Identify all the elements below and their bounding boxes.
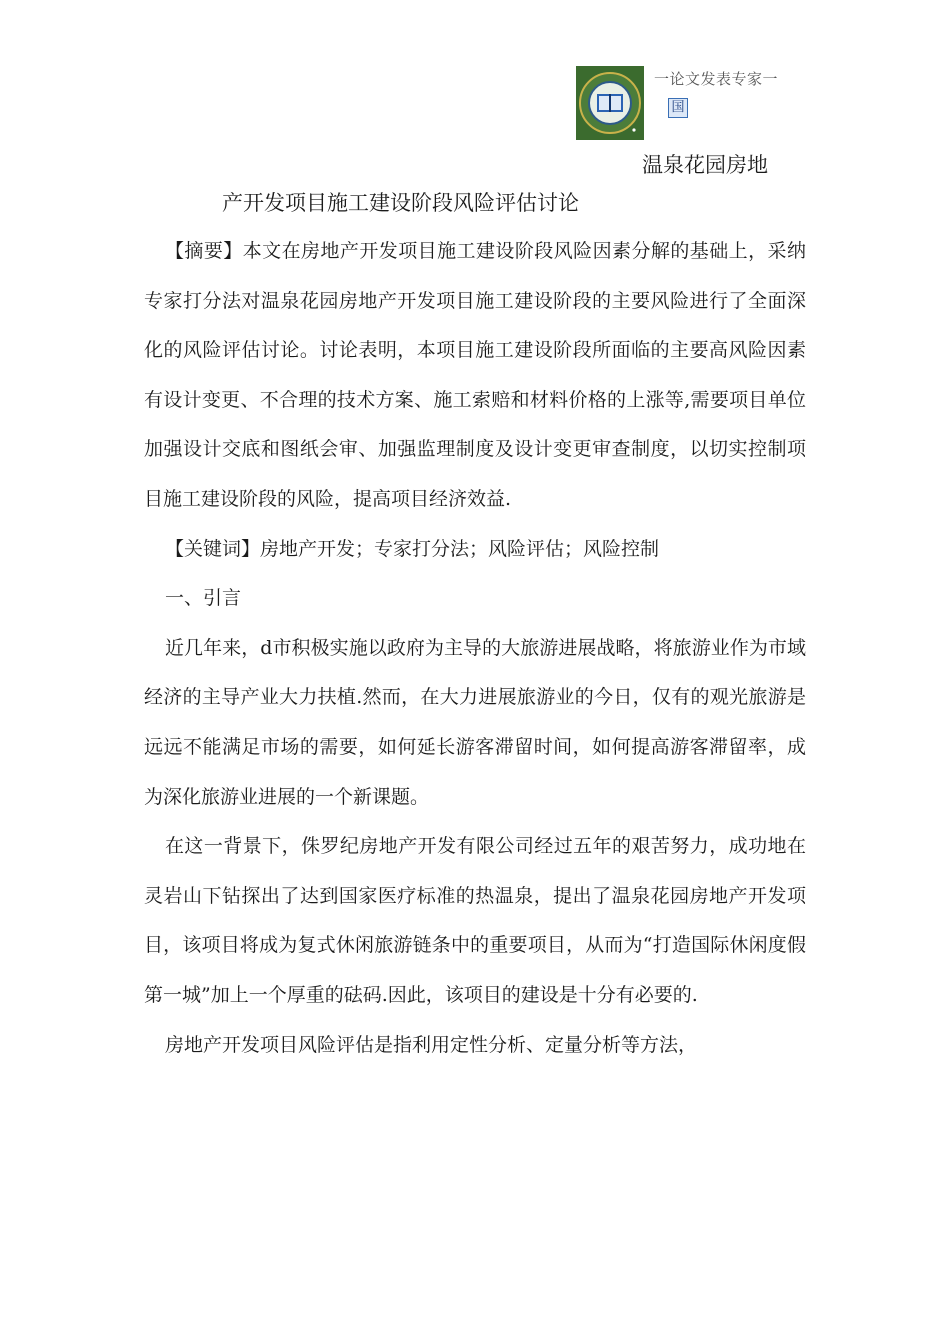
keywords-paragraph: 【关键词】房地产开发；专家打分法；风险评估；风险控制 <box>165 537 660 560</box>
body-paragraph: 近几年来，d市积极实施以政府为主导的大旅游进展战略，将旅游业作为市域经济的主导产业大力扶植.然而，在大力进展旅游业的今日，仅有的观光旅游是远远不能满足市场的需要，如何延长游客滞留时间，如何提高游客滞留率，成为深化旅游业进展的一个新课题。 <box>144 636 806 808</box>
title-line-1: 温泉花园房地 <box>642 153 768 177</box>
body-paragraph: 房地产开发项目风险评估是指利用定性分析、定量分析等方法， <box>165 1033 698 1056</box>
header-tagline: 一论文发表专家一 <box>654 70 779 88</box>
body-paragraph: 在这一背景下，侏罗纪房地产开发有限公司经过五年的艰苦努力，成功地在灵岩山下钻探出了达到国家医疗标准的热温泉，提出了温泉花园房地产开发项目，该项目将成为复式休闲旅游链条中的重要项目，从而为“打造国际休闲度假第一城”加上一个厚重的砝码.因此，该项目的建设是十分有必要的. <box>144 835 806 1006</box>
title-line-2: 产开发项目施工建设阶段风险评估讨论 <box>222 191 579 215</box>
body-text <box>144 227 806 1070</box>
abstract-paragraph: 【摘要】本文在房地产开发项目施工建设阶段风险因素分解的基础上，采纳专家打分法对温泉花园房地产开发项目施工建设阶段的主要风险进行了全面深化的风险评估讨论。讨论表明，本项目施工建设阶段所面临的主要高风险因素有设计变更、不合理的技术方案、施工索赔和材料价格的上涨等,需要项目单位加强设计交底和图纸会审、加强监理制度及设计变更审查制度，以切实控制项目施工建设阶段的风险，提高项目经济效益. <box>144 240 806 510</box>
header-tag-box: 国 <box>668 98 688 118</box>
library-book-seal-logo <box>576 66 644 140</box>
section-heading: 一、引言 <box>165 587 242 610</box>
